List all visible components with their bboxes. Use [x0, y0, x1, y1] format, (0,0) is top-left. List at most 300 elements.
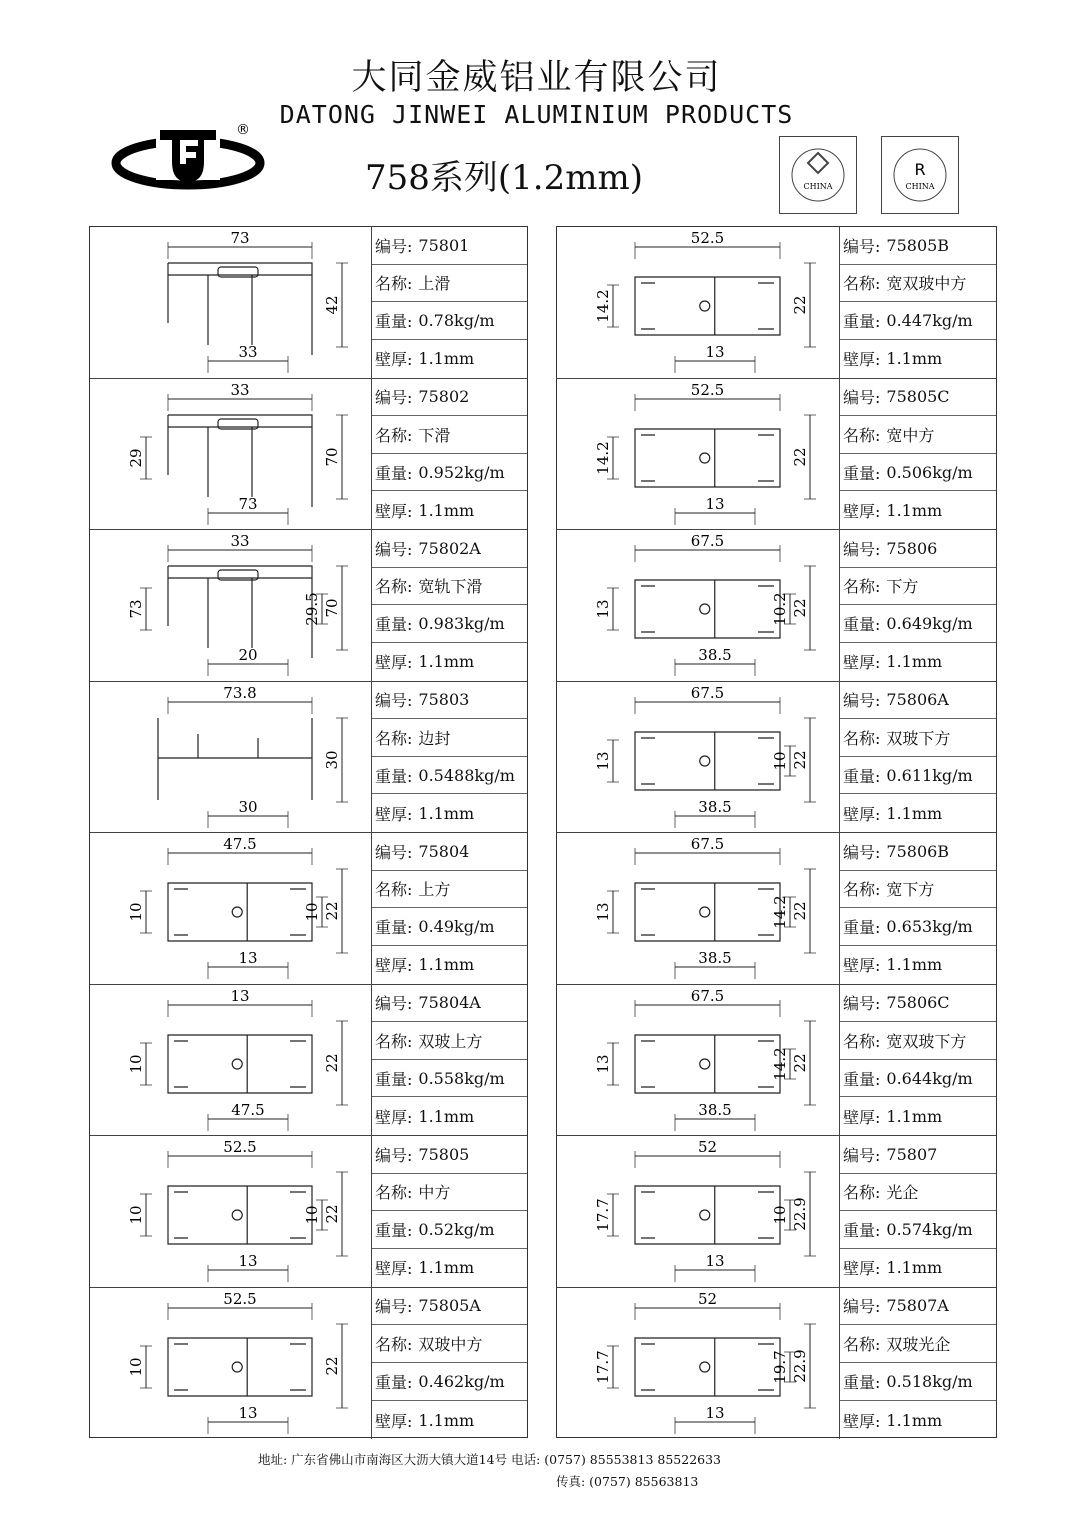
dimension-label: 52.5 [690, 229, 725, 247]
dimension-label: 19.7 [771, 1349, 789, 1384]
profile-wall-thickness-label: 壁厚: [843, 653, 881, 673]
profile-weight-cell [840, 1363, 996, 1401]
profile-name-label: 名称: [375, 728, 413, 748]
profile-code: 75801 [418, 235, 470, 255]
profile-name-cell [372, 416, 527, 454]
dimension-label: 14.2 [771, 895, 789, 929]
profile-code: 75807 [886, 1144, 938, 1164]
profile-weight-label: 重量: [843, 766, 881, 786]
dimension-label: 22 [791, 901, 809, 921]
dimension-label: 10 [127, 1356, 145, 1377]
profile-weight-label: 重量: [375, 1221, 413, 1241]
profile-name-cell [840, 1325, 996, 1363]
profile-name-cell [840, 568, 996, 606]
dimension-label: 20 [238, 646, 258, 664]
registered-mark-badge [881, 136, 959, 214]
profile-wall-thickness: 1.1mm [886, 500, 943, 520]
profile-code-label: 编号: [843, 236, 881, 256]
profile-weight-label: 重量: [843, 312, 881, 332]
profile-code-cell [372, 227, 527, 265]
profile-code-cell [372, 682, 527, 720]
dimension-label: 67.5 [690, 532, 725, 550]
dimension-label: 73 [127, 599, 145, 619]
profile-name-cell [372, 1022, 527, 1060]
dimension-label: 14.2 [594, 289, 612, 323]
dimension-label: 10 [771, 1205, 789, 1225]
profile-weight-cell [840, 302, 996, 340]
profile-wall-thickness-cell [372, 1097, 527, 1135]
profile-wall-thickness: 1.1mm [886, 349, 943, 369]
dimension-label: 22.9 [791, 1197, 809, 1231]
profile-code-cell [372, 530, 527, 568]
profile-wall-thickness: 1.1mm [418, 652, 475, 672]
profile-wall-thickness-cell [372, 491, 527, 529]
profile-wall-thickness: 1.1mm [886, 803, 943, 823]
profile-weight-cell [840, 454, 996, 492]
profile-code-cell [840, 833, 996, 871]
profile-code: 75802 [418, 387, 470, 407]
dimension-label: 13 [594, 599, 612, 619]
dimension-label: 22 [791, 1052, 809, 1073]
dimension-label: 73 [230, 229, 250, 247]
profile-info [840, 833, 996, 984]
profile-wall-thickness-cell [372, 643, 527, 681]
profile-name-cell [840, 265, 996, 303]
profile-code: 75802A [418, 538, 481, 558]
profile-name: 光企 [886, 1183, 919, 1203]
profile-wall-thickness: 1.1mm [886, 955, 943, 975]
profile-weight: 0.447kg/m [886, 311, 973, 331]
dimension-label: 13 [230, 986, 250, 1005]
dimension-label: 70 [323, 446, 341, 467]
profile-weight-cell [840, 908, 996, 946]
dimension-label: 13 [238, 1252, 258, 1270]
profile-code-label: 编号: [843, 539, 881, 559]
profile-weight: 0.952kg/m [418, 462, 505, 482]
company-name-cn: 大同金威铝业有限公司 [351, 58, 722, 98]
profile-name-label: 名称: [843, 1335, 881, 1355]
profile-wall-thickness-cell [372, 1249, 527, 1287]
profile-name-label: 名称: [375, 577, 413, 597]
profile-name: 上方 [418, 880, 451, 900]
profile-name: 下方 [886, 577, 919, 597]
dimension-label: 22 [323, 1052, 341, 1073]
dimension-label: 73.8 [223, 683, 257, 702]
profile-weight-label: 重量: [843, 1069, 881, 1089]
profile-name-cell [372, 1174, 527, 1212]
profile-name-label: 名称: [375, 425, 413, 445]
profile-name-cell [840, 719, 996, 757]
series-title: 758系列(1.2mm) [365, 158, 643, 198]
footer-address: 地址: 广东省佛山市南海区大沥大镇大道14号 电话: (0757) 85553813 85522633 [258, 1452, 722, 1467]
dimension-label: 29 [127, 447, 145, 468]
dimension-label: 67.5 [690, 835, 725, 853]
profile-name: 上滑 [418, 274, 451, 294]
dimension-label: 33 [238, 343, 258, 361]
profile-name-cell [840, 871, 996, 909]
profile-name-cell [372, 871, 527, 909]
profile-weight-cell [372, 1060, 527, 1098]
profile-name: 宽下方 [886, 880, 935, 900]
dimension-label: 13 [594, 902, 612, 922]
profile-code-cell [372, 1288, 527, 1326]
dimension-label: 13 [238, 949, 258, 967]
profile-section-drawing [168, 1035, 312, 1093]
china-mark-badge [779, 136, 857, 214]
profile-row [90, 530, 527, 682]
profile-wall-thickness: 1.1mm [886, 1410, 943, 1430]
profile-drawing-cell [90, 379, 372, 530]
profile-weight-label: 重量: [375, 1069, 413, 1089]
profile-name: 双玻光企 [886, 1335, 951, 1355]
profile-code-cell [840, 985, 996, 1023]
profile-weight-cell [372, 454, 527, 492]
profile-wall-thickness: 1.1mm [418, 803, 475, 823]
profile-name-label: 名称: [843, 880, 881, 900]
profile-section-drawing [635, 429, 780, 487]
profile-weight: 0.52kg/m [418, 1220, 495, 1240]
profile-wall-thickness: 1.1mm [418, 1106, 475, 1126]
profile-weight-cell [840, 757, 996, 795]
profile-code: 75806B [886, 841, 950, 861]
profile-name-cell [372, 1325, 527, 1363]
dimension-label: 17.7 [594, 1349, 612, 1384]
profile-weight-label: 重量: [843, 918, 881, 938]
profile-name: 宽双玻中方 [886, 274, 967, 294]
profile-wall-thickness-cell [840, 794, 996, 832]
profile-wall-thickness-cell [840, 1401, 996, 1439]
profile-row [557, 833, 996, 985]
profile-drawing-cell [557, 682, 840, 833]
profile-drawing-cell [90, 227, 372, 378]
profile-name-label: 名称: [375, 1183, 413, 1203]
profile-info [372, 833, 527, 984]
profile-wall-thickness-label: 壁厚: [843, 501, 881, 521]
profile-weight-label: 重量: [375, 1373, 413, 1393]
profile-name: 双玻中方 [418, 1335, 483, 1355]
profile-info [840, 1288, 996, 1440]
profile-weight: 0.78kg/m [418, 311, 495, 331]
dimension-label: 22 [323, 901, 341, 921]
dimension-label: 52 [697, 1289, 718, 1308]
profile-row [90, 833, 527, 985]
profile-name: 宽中方 [886, 425, 935, 445]
profile-code: 75803 [418, 690, 470, 710]
profile-weight: 0.5488kg/m [418, 765, 515, 785]
profile-code-label: 编号: [375, 691, 413, 711]
profile-row [557, 379, 996, 531]
profile-code: 75806C [886, 993, 950, 1013]
dimension-label: 10 [771, 750, 789, 771]
profile-wall-thickness-label: 壁厚: [375, 1411, 413, 1431]
dimension-label: 67.5 [690, 683, 725, 702]
profile-section-drawing [635, 277, 780, 335]
dimension-label: 42 [323, 295, 341, 315]
dimension-label: 14.2 [594, 440, 612, 475]
dimension-label: 70 [323, 598, 341, 618]
dimension-label: 30 [323, 749, 341, 770]
svg-text:R: R [914, 160, 926, 179]
profile-code: 75804 [418, 841, 470, 861]
profile-name-label: 名称: [843, 425, 881, 445]
profile-wall-thickness: 1.1mm [418, 349, 475, 369]
profile-name-label: 名称: [843, 1031, 881, 1051]
profile-row [90, 379, 527, 531]
profile-drawing-cell [90, 530, 372, 681]
dimension-label: 38.5 [698, 646, 732, 664]
profile-name: 宽双玻下方 [886, 1031, 967, 1051]
profile-weight: 0.653kg/m [886, 917, 973, 937]
profile-weight-label: 重量: [843, 463, 881, 483]
profile-wall-thickness: 1.1mm [886, 1106, 943, 1126]
profile-section-drawing [635, 580, 780, 638]
profile-code-cell [840, 682, 996, 720]
profile-row [557, 1136, 996, 1288]
dimension-label: 38.5 [698, 797, 732, 816]
profile-info [840, 985, 996, 1136]
profile-wall-thickness-label: 壁厚: [843, 1107, 881, 1127]
profile-info [372, 682, 527, 833]
profile-info [840, 682, 996, 833]
dimension-label: 52.5 [223, 1289, 257, 1308]
profile-weight: 0.49kg/m [418, 917, 495, 937]
profile-code-cell [840, 530, 996, 568]
profile-weight: 0.462kg/m [418, 1372, 505, 1392]
profile-wall-thickness-label: 壁厚: [375, 956, 413, 976]
profile-weight-cell [372, 302, 527, 340]
dimension-label: 33 [230, 380, 250, 399]
profile-weight-label: 重量: [375, 766, 413, 786]
profile-code-label: 编号: [843, 388, 881, 408]
profile-drawing-cell [557, 1288, 840, 1440]
profile-name-cell [840, 1174, 996, 1212]
dimension-label: 73 [238, 494, 258, 513]
profile-info [372, 1136, 527, 1287]
profile-row [90, 1136, 527, 1288]
profile-weight-label: 重量: [375, 312, 413, 332]
profile-wall-thickness-cell [372, 340, 527, 378]
profile-weight-label: 重量: [843, 615, 881, 635]
profile-wall-thickness: 1.1mm [886, 652, 943, 672]
dimension-label: 47.5 [223, 835, 257, 853]
profile-code: 75805A [418, 1296, 481, 1316]
dimension-label: 22.9 [791, 1348, 809, 1383]
profile-weight-cell [372, 1211, 527, 1249]
profile-weight-cell [372, 757, 527, 795]
profile-name: 中方 [418, 1183, 451, 1203]
profile-info [372, 530, 527, 681]
dimension-label: 29.5 [303, 592, 321, 626]
profile-wall-thickness-label: 壁厚: [375, 1259, 413, 1279]
profile-code-label: 编号: [375, 842, 413, 862]
profile-info [840, 1136, 996, 1287]
profile-code-label: 编号: [843, 1297, 881, 1317]
dimension-label: 22 [323, 1204, 341, 1224]
dimension-label: 10.2 [771, 592, 789, 626]
profile-code-label: 编号: [375, 236, 413, 256]
dimension-label: 22 [791, 749, 809, 770]
dimension-label: 22 [791, 295, 809, 315]
dimension-label: 52.5 [223, 1138, 257, 1156]
dimension-label: 67.5 [690, 986, 725, 1005]
profile-code-cell [372, 379, 527, 417]
profile-code-cell [840, 1136, 996, 1174]
profile-name-label: 名称: [843, 577, 881, 597]
profile-name-label: 名称: [375, 880, 413, 900]
profile-code: 75807A [886, 1296, 949, 1316]
svg-text:CHINA: CHINA [905, 182, 935, 191]
profile-section-drawing [168, 415, 312, 507]
profile-row [557, 530, 996, 682]
dimension-label: 30 [238, 797, 258, 816]
profile-wall-thickness-cell [372, 1401, 527, 1439]
profile-wall-thickness: 1.1mm [418, 955, 475, 975]
dimension-label: 14.2 [771, 1046, 789, 1081]
profile-wall-thickness-label: 壁厚: [375, 804, 413, 824]
profile-info [372, 1288, 527, 1440]
profile-section-drawing [635, 883, 780, 941]
profile-wall-thickness-cell [840, 643, 996, 681]
profile-drawing-cell [90, 682, 372, 833]
profile-name-cell [840, 416, 996, 454]
profile-weight-cell [840, 1060, 996, 1098]
profile-wall-thickness-label: 壁厚: [843, 1259, 881, 1279]
profile-drawing-cell [557, 530, 840, 681]
profile-drawing-cell [557, 227, 840, 378]
dimension-label: 13 [705, 1403, 725, 1422]
profile-drawing-cell [90, 1136, 372, 1287]
profile-row [90, 682, 527, 834]
company-name-en: DATONG JINWEI ALUMINIUM PRODUCTS [279, 100, 794, 129]
profile-name: 下滑 [418, 425, 451, 445]
dimension-label: 13 [594, 1053, 612, 1074]
profile-code-label: 编号: [843, 691, 881, 711]
dimension-label: 38.5 [698, 1100, 732, 1119]
profile-code-label: 编号: [375, 539, 413, 559]
profile-panel-right [556, 226, 997, 1438]
profile-weight: 0.506kg/m [886, 462, 973, 482]
profile-drawing-cell [90, 985, 372, 1136]
dimension-label: 22 [323, 1355, 341, 1376]
svg-text:®: ® [236, 122, 250, 138]
profile-name-cell [372, 568, 527, 606]
profile-row [90, 227, 527, 379]
profile-weight-label: 重量: [843, 1221, 881, 1241]
profile-weight: 0.644kg/m [886, 1068, 973, 1088]
profile-wall-thickness-label: 壁厚: [375, 653, 413, 673]
dimension-label: 13 [705, 343, 725, 361]
profile-name-label: 名称: [375, 274, 413, 294]
profile-info [372, 985, 527, 1136]
profile-code: 75806 [886, 538, 938, 558]
profile-info [840, 379, 996, 530]
profile-weight-label: 重量: [375, 918, 413, 938]
profile-drawing-cell [557, 1136, 840, 1287]
profile-code-cell [372, 1136, 527, 1174]
profile-wall-thickness-cell [840, 1249, 996, 1287]
profile-code-cell [840, 379, 996, 417]
profile-weight-cell [840, 1211, 996, 1249]
profile-code-label: 编号: [843, 842, 881, 862]
profile-info [372, 379, 527, 530]
profile-name-cell [840, 1022, 996, 1060]
profile-section-drawing [168, 263, 312, 355]
profile-name: 边封 [418, 728, 451, 748]
profile-code-label: 编号: [375, 388, 413, 408]
profile-code: 75805C [886, 387, 950, 407]
dimension-label: 38.5 [698, 949, 732, 967]
profile-wall-thickness: 1.1mm [886, 1258, 943, 1278]
dimension-label: 10 [127, 902, 145, 922]
profile-code-cell [840, 1288, 996, 1326]
profile-wall-thickness-label: 壁厚: [375, 501, 413, 521]
profile-code-label: 编号: [375, 1297, 413, 1317]
profile-section-drawing [635, 732, 780, 790]
profile-wall-thickness-label: 壁厚: [843, 350, 881, 370]
profile-wall-thickness-cell [372, 794, 527, 832]
profile-weight: 0.518kg/m [886, 1372, 973, 1392]
profile-section-drawing [168, 566, 312, 658]
profile-row [557, 682, 996, 834]
profile-info [372, 227, 527, 378]
profile-weight-cell [372, 1363, 527, 1401]
profile-wall-thickness-cell [840, 1097, 996, 1135]
profile-wall-thickness-cell [840, 340, 996, 378]
dimension-label: 10 [303, 902, 321, 922]
profile-drawing-cell [557, 379, 840, 530]
dimension-label: 22 [791, 598, 809, 618]
profile-weight: 0.649kg/m [886, 614, 973, 634]
dimension-label: 47.5 [231, 1100, 265, 1119]
profile-wall-thickness-label: 壁厚: [843, 1411, 881, 1431]
profile-wall-thickness-cell [840, 946, 996, 984]
profile-wall-thickness-label: 壁厚: [843, 804, 881, 824]
profile-weight-label: 重量: [375, 463, 413, 483]
profile-code: 75804A [418, 993, 481, 1013]
profile-code-label: 编号: [843, 1145, 881, 1165]
dimension-label: 10 [303, 1205, 321, 1225]
profile-code-label: 编号: [375, 1145, 413, 1165]
profile-wall-thickness: 1.1mm [418, 1258, 475, 1278]
profile-code: 75805B [886, 235, 950, 255]
dimension-label: 52.5 [690, 380, 725, 399]
profile-name-label: 名称: [843, 274, 881, 294]
profile-weight: 0.983kg/m [418, 614, 505, 634]
profile-info [840, 530, 996, 681]
profile-row [90, 985, 527, 1137]
profile-weight-cell [372, 908, 527, 946]
dimension-label: 13 [594, 750, 612, 771]
profile-section-drawing [635, 1186, 780, 1244]
profile-section-drawing [168, 1338, 312, 1396]
dimension-label: 13 [238, 1403, 258, 1422]
profile-row [557, 227, 996, 379]
profile-wall-thickness-label: 壁厚: [375, 1107, 413, 1127]
profile-name-label: 名称: [843, 1183, 881, 1203]
svg-text:CHINA: CHINA [803, 182, 833, 191]
profile-code-cell [372, 985, 527, 1023]
profile-weight-label: 重量: [375, 615, 413, 635]
dimension-label: 13 [705, 494, 725, 513]
profile-wall-thickness-label: 壁厚: [843, 956, 881, 976]
dimension-label: 33 [230, 532, 250, 550]
profile-row [557, 1288, 996, 1440]
footer-fax: 传真: (0757) 85563813 [556, 1474, 699, 1489]
profile-drawing-cell [90, 1288, 372, 1440]
profile-code-cell [372, 833, 527, 871]
profile-wall-thickness-cell [840, 491, 996, 529]
profile-code-label: 编号: [375, 994, 413, 1014]
